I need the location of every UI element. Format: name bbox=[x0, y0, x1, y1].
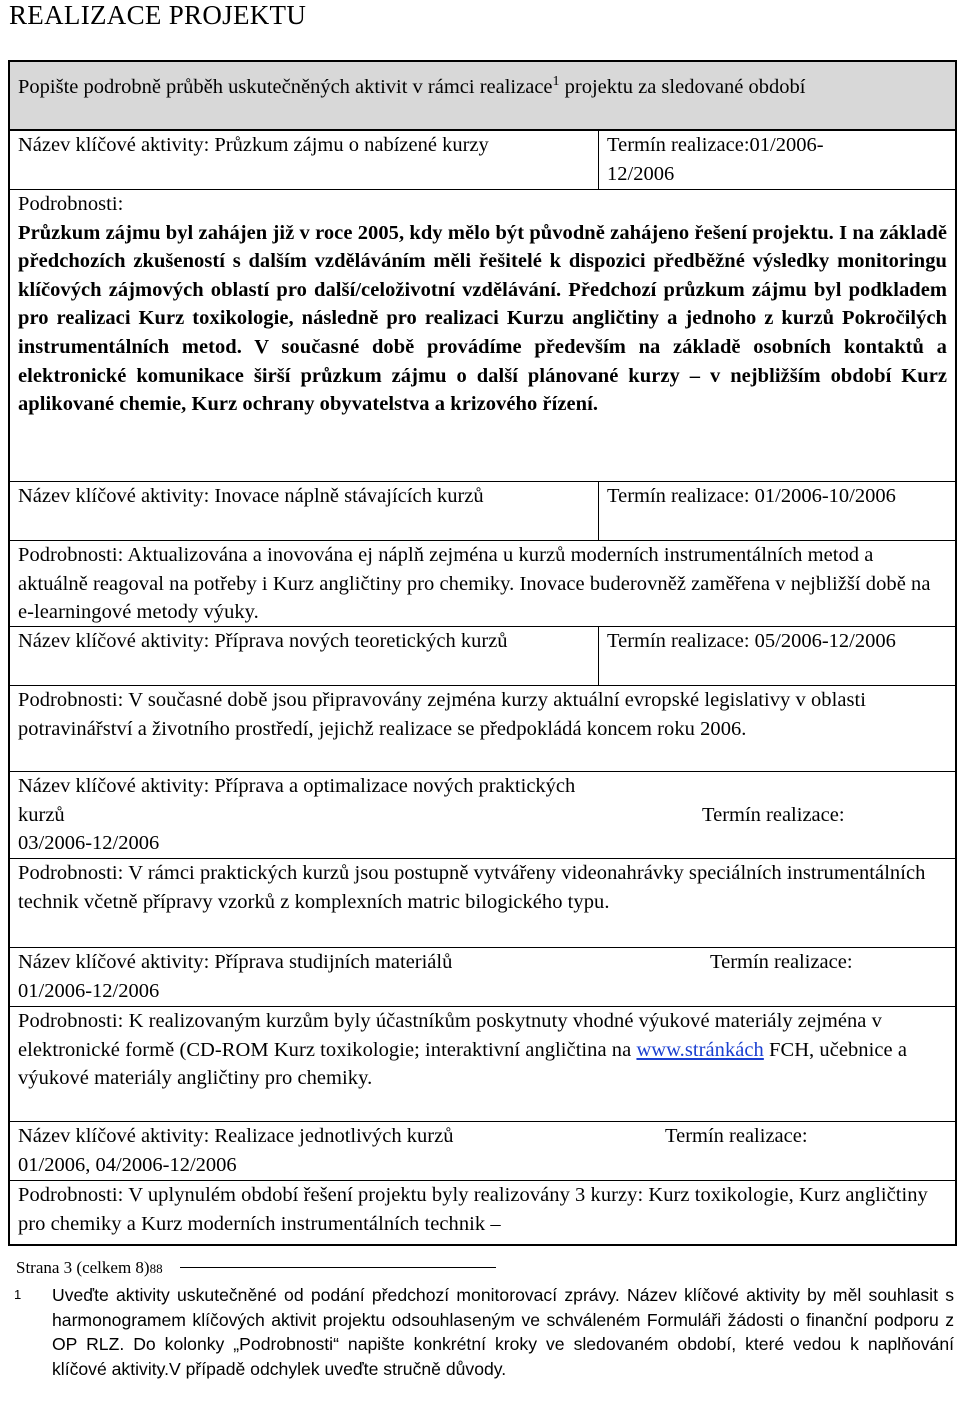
activity-name: Název klíčové aktivity: Průzkum zájmu o nabízené kurzy bbox=[18, 134, 489, 156]
activity-header bbox=[10, 1122, 955, 1180]
activity-term: Termín realizace: 01/2006-10/2006 bbox=[598, 482, 897, 540]
activity-name: Název klíčové aktivity: Příprava studijních materiálů bbox=[18, 951, 453, 973]
activity-name: Název klíčové aktivity: Příprava nových teoretických kurzů bbox=[18, 630, 508, 652]
footnote-text: Uveďte aktivity uskutečněné od podání předchozí monitorovací zprávy. Název klíčové aktivity by měl souhlasit s harmonogramem klíčových aktivit projektu odsouhlaseným ve schváleném Formuláři žádosti o finanční podporu z OP RLZ. Do kolonky „Podrobnosti“ napište konkrétní kroky ve sledovaném období, které vedou k naplňování klíčové aktivity.V případě odchylek uveďte stručně důvody. bbox=[52, 1285, 954, 1379]
activity-block bbox=[10, 130, 955, 481]
footnote-separator bbox=[180, 1267, 496, 1268]
activity-details: Podrobnosti: Aktualizována a inovována ej náplň zejména u kurzů moderních instrumentálních metod a aktuálně reagoval na potřeby i Kurz angličtiny pro chemiky. Inovace buderovněž zaměřena v nejbližší době na e-learningové metody výuky. bbox=[10, 540, 955, 626]
details-text-end: FCH, učebnice a výukové materiály angličtiny pro chemiky. bbox=[18, 1038, 907, 1090]
activity-header bbox=[10, 948, 955, 1006]
report-frame bbox=[8, 60, 957, 1246]
page-number-small: 88 bbox=[149, 1261, 163, 1276]
activity-block bbox=[10, 947, 955, 1121]
page-number bbox=[16, 1257, 163, 1280]
activity-term: Termín realizace: 05/2006-12/2006 bbox=[598, 627, 897, 685]
activity-name: Název klíčové aktivity: Realizace jednotlivých kurzů bbox=[18, 1125, 454, 1147]
activity-header bbox=[10, 627, 955, 685]
activity-term-value: 01/2006-12/2006 bbox=[18, 979, 160, 1002]
page-number-text: Strana 3 (celkem 8) bbox=[16, 1258, 150, 1277]
details-text: Podrobnosti: K realizovaným kurzům byly účastníkům poskytnuty vhodné výukové materiály zejména v elektronické formě (CD-ROM Kurz toxikologie; interaktivní angličtina na bbox=[18, 1010, 882, 1061]
activity-block bbox=[10, 771, 955, 947]
activity-details: Podrobnosti: V rámci praktických kurzů jsou postupně vytvářeny videonahrávky speciálních instrumentálních technik včetně přípravy vzorků z komplexních matric bilogického typu. bbox=[10, 858, 955, 947]
activity-block bbox=[10, 1121, 955, 1246]
intro-text-end: projektu za sledované období bbox=[559, 76, 806, 98]
activity-details bbox=[10, 189, 955, 481]
footnote-mark: 1 bbox=[14, 1287, 22, 1302]
footnote bbox=[14, 1283, 954, 1381]
activity-term-label: Termín realizace: bbox=[665, 1125, 808, 1147]
activity-header bbox=[10, 482, 955, 540]
activity-block bbox=[10, 626, 955, 771]
details-body: Průzkum zájmu byl zahájen již v roce 2005, kdy mělo být původně zahájeno řešení projektu. I na základě předchozích zkušeností s dalším vzděláváním měli řešitelé k dispozici předběžné výsledky monitoringu klíčových zájmových oblastí pro další/celoživotní vzdělávání. Předchozí průzkum zájmu byl podkladem pro realizaci Kurz toxikologie, následně pro realizaci Kurzu angličtiny a jednoho z kurzů Pokročilých instrumentálních metod. V současné době provádíme především na základě osobních kontaktů a elektronické komunikace širší průzkum zájmu o další plánované kurzy – v nejbližším období Kurz aplikované chemie, Kurz ochrany obyvatelstva a krizového řízení. bbox=[18, 221, 947, 416]
activity-term-label: Termín realizace: bbox=[702, 803, 845, 826]
intro-text: Popište podrobně průběh uskutečněných aktivit v rámci realizace bbox=[18, 76, 553, 98]
activity-block bbox=[10, 481, 955, 626]
page-title: REALIZACE PROJEKTU bbox=[9, 0, 307, 30]
activity-details bbox=[10, 1006, 955, 1121]
footnote-ref: 1 bbox=[552, 74, 560, 90]
web-link[interactable]: www.stránkách bbox=[636, 1038, 764, 1061]
details-label: Podrobnosti: bbox=[18, 193, 124, 215]
activity-term-label: Termín realizace: bbox=[710, 951, 853, 973]
activity-details: Podrobnosti: V uplynulém období řešení projektu byly realizovány 3 kurzy: Kurz toxikologie, Kurz angličtiny pro chemiky a Kurz moderních instrumentálních technik – bbox=[10, 1180, 955, 1246]
activity-details: Podrobnosti: V současné době jsou připravovány zejména kurzy aktuální evropské legislativy v oblasti potravinářství a životního prostředí, jejichž realizace se předpokládá koncem roku 2006. bbox=[10, 685, 955, 771]
activity-name: Název klíčové aktivity: Příprava a optimalizace nových praktických kurzů bbox=[18, 775, 576, 826]
activity-header bbox=[10, 131, 955, 189]
activity-name: Název klíčové aktivity: Inovace náplně stávajících kurzů bbox=[18, 485, 484, 507]
activity-header bbox=[10, 772, 955, 858]
activity-term-value: 03/2006-12/2006 bbox=[18, 832, 160, 855]
activity-term-value: 01/2006, 04/2006-12/2006 bbox=[18, 1153, 237, 1176]
intro-instructions bbox=[10, 62, 955, 130]
activity-term: Termín realizace:01/2006-12/2006 bbox=[598, 131, 887, 189]
